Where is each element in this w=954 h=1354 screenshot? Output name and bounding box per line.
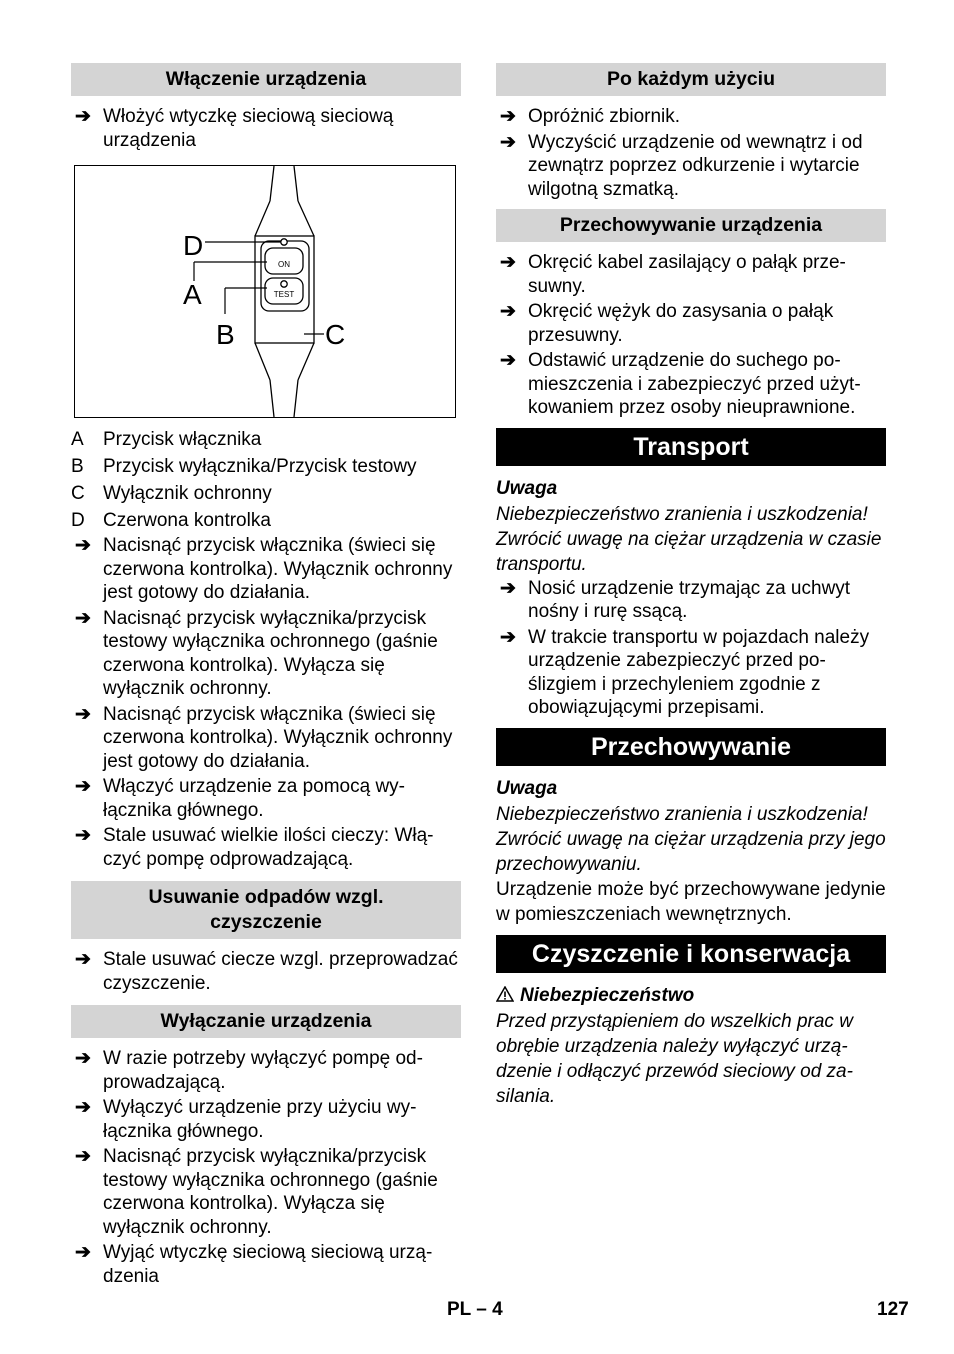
instruction-item: ➔ Nacisnąć przycisk włącznika (świeci się czerwona kontrolka). Wyłącznik ochronny jest gotowy do działania. [75,703,453,772]
instruction-item: ➔ W trakcie transportu w pojazdach należy urządzenie zabezpieczyć przed poślizgiem i przechyleniem zgodnie z obowiązującymi przepisami. [500,626,870,718]
arrow-right-icon: ➔ [500,301,516,322]
arrow-right-icon: ➔ [75,825,91,846]
arrow-right-icon: ➔ [500,626,516,648]
arrow-right-icon: ➔ [75,1048,91,1069]
instruction-item: ➔ Stale usuwać wielkie ilości cieczy: Włączyć pompę odprowadzającą. [75,825,434,870]
warning-text: Przed przystąpieniem do wszelkich prac w obrębie urządzenia należy wyłączyć urządzenie i odłączyć przewód sieciowy od zasilania. [496,1010,853,1107]
left-column [71,63,461,1290]
btn-test-label: TEST [273,290,295,299]
arrow-right-icon: ➔ [500,252,516,273]
section-heading-switch-off: Wyłączanie urządzenia [71,1005,461,1038]
section-heading-disposal: Usuwanie odpadów wzgl. czyszczenie [71,881,461,939]
label-a: A [183,279,202,310]
warning-triangle-icon [496,986,514,1002]
arrow-right-icon: ➔ [75,776,91,797]
instruction-item: ➔ W razie potrzeby wyłączyć pompę odprowadzającą. [75,1048,423,1093]
instruction-item: ➔ Nosić urządzenie trzymając za uchwyt nośny i rurę ssącą. [500,577,851,622]
instruction-item: ➔ Włączyć urządzenie za pomocą wyłącznika głównego. [75,776,405,821]
legend-item: A Przycisk włącznika [71,429,262,450]
instruction-item: ➔ Okręcić kabel zasilający o pałąk przesuwny. [500,252,846,297]
fi-switch-diagram [74,165,456,418]
arrow-right-icon: ➔ [75,949,91,970]
arrow-right-icon: ➔ [75,1146,91,1167]
arrow-right-icon: ➔ [75,607,91,629]
note-text: Niebezpieczeństwo zranienia i uszkodzenia! Zwrócić uwagę na ciężar urządzenia przy jego przechowywaniu. [496,803,886,875]
footer-local-page: – 4 [476,1299,503,1320]
label-d: D [183,230,204,261]
label-b: B [216,319,235,350]
legend-list [71,426,461,534]
instruction-item: ➔ Nacisnąć przycisk włącznika (świeci się czerwona kontrolka). Wyłącznik ochronny jest gotowy do działania. [75,535,453,603]
chapter-heading-transport: Transport [496,428,886,466]
legend-item: D Czerwona kontrolka [71,510,271,531]
btn-on-label: ON [278,260,290,269]
arrow-right-icon: ➔ [500,106,516,127]
arrow-right-icon: ➔ [75,106,91,127]
right-column [496,63,886,1109]
note-title: Uwaga [496,477,558,499]
section-heading-switch-on: Włączenie urządzenia [71,63,461,96]
arrow-right-icon: ➔ [500,350,516,371]
chapter-heading-cleaning: Czyszczenie i konserwacja [496,935,886,973]
instruction-item: ➔ Włożyć wtyczkę sieciową sieciową urządzenia [75,106,394,151]
arrow-right-icon: ➔ [500,131,516,153]
instruction-item: ➔ Wyjąć wtyczkę sieciową sieciową urządzenia [75,1242,433,1287]
instruction-item: ➔ Nacisnąć przycisk wyłącznika/przycisk testowy wyłącznika ochronnego (gaśnie czerwona kontrolka). Wyłącza się wyłącznik ochronny. [75,1146,438,1238]
legend-item: B Przycisk wyłącznika/Przycisk testowy [71,456,417,477]
arrow-right-icon: ➔ [75,535,91,556]
legend-item: C Wyłącznik ochronny [71,483,272,504]
instruction-item: ➔ Opróżnić zbiornik. [500,106,681,127]
body-text: Urządzenie może być przechowywane jedynie w pomieszczeniach wewnętrznych. [496,878,886,925]
instruction-item: ➔ Stale usuwać ciecze wzgl. przeprowadzać czyszczenie. [75,949,458,994]
fi-switch-drawing [75,166,455,417]
page-number: 127 [877,1299,909,1320]
arrow-right-icon: ➔ [75,1242,91,1263]
section-heading-device-storage: Przechowywanie urządzenia [496,209,886,242]
instruction-item: ➔ Odstawić urządzenie do suchego pomieszczenia i zabezpieczyć przed użytkowaniem przez osoby nieuprawnione. [500,350,861,418]
instruction-item: ➔ Nacisnąć przycisk wyłącznika/przycisk testowy wyłącznika ochronnego (gaśnie czerwona kontrolka). Wyłącza się wyłącznik ochronny. [75,607,438,699]
arrow-right-icon: ➔ [500,577,516,599]
instruction-item: ➔ Okręcić wężyk do zasysania o pałąk przesuwny. [500,301,834,346]
section-heading-after-use: Po każdym użyciu [496,63,886,96]
footer-language: PL – 4 [447,1299,503,1320]
note-text: Niebezpieczeństwo zranienia i uszkodzenia! Zwrócić uwagę na ciężar urządzenia w czasie transportu. [496,503,882,575]
arrow-right-icon: ➔ [75,1097,91,1118]
chapter-heading-storage: Przechowywanie [496,728,886,766]
warning-title: Niebezpieczeństwo [496,983,886,1009]
note-title: Uwaga [496,777,558,799]
arrow-right-icon: ➔ [75,703,91,725]
instruction-item: ➔ Wyczyścić urządzenie od wewnątrz i od zewnątrz poprzez odkurzenie i wytarcie wilgotną szmatką. [500,131,863,200]
label-c: C [325,319,346,350]
instruction-item: ➔ Wyłączyć urządzenie przy użyciu wyłącznika głównego. [75,1097,417,1142]
